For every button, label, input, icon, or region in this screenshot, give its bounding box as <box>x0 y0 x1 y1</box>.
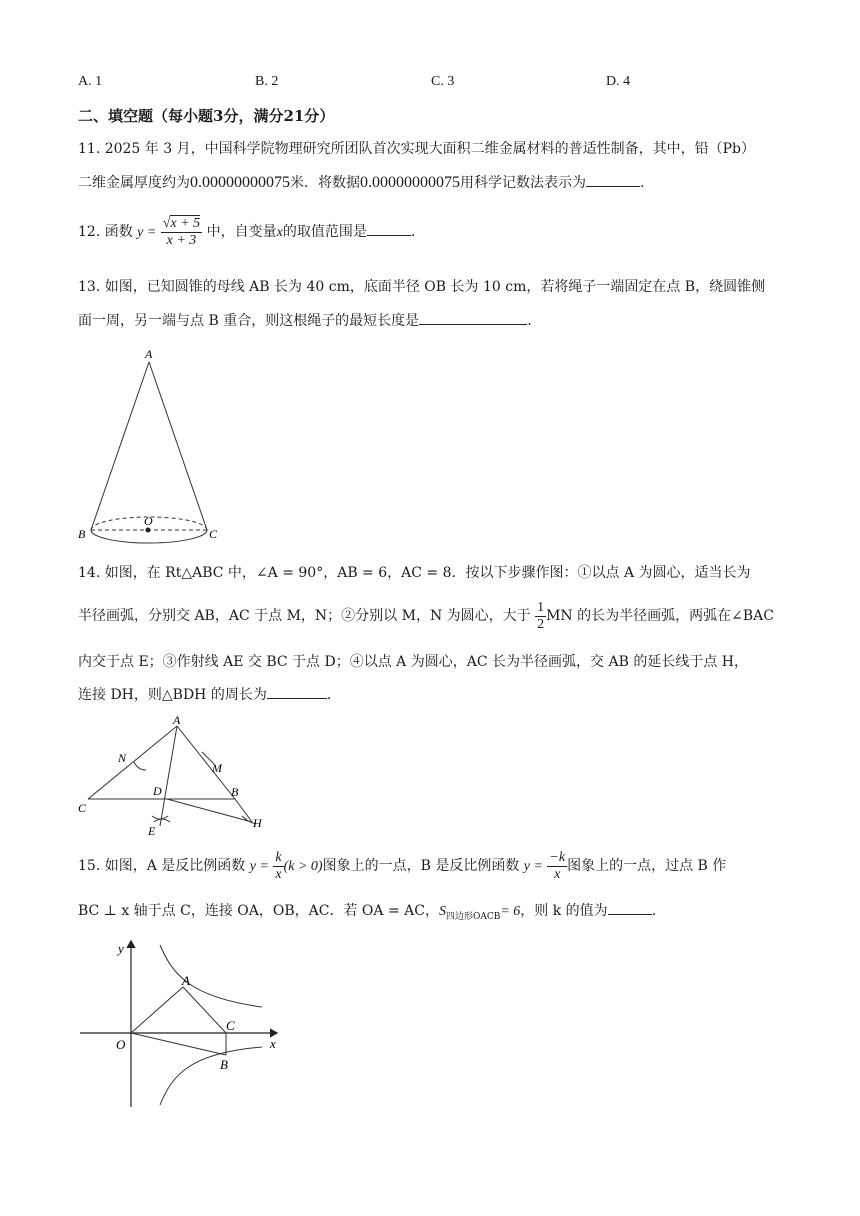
label-d: D <box>153 784 162 798</box>
label-y: y <box>118 941 124 956</box>
q15-s-val: = 6 <box>500 904 521 919</box>
q15-line2-b: ，则 k 的值为 <box>520 903 608 919</box>
cone-edge-ac <box>149 362 207 530</box>
ray-ae <box>160 726 177 826</box>
q11-number-1: 0.00000000075 <box>190 174 290 191</box>
q11-line1: 11. 2025 年 3 月，中国科学院物理研究所团队首次实现大面积二维金属材料的普适性制备，其中，铅（Pb） <box>78 141 755 157</box>
option-a: A. 1 <box>78 74 103 89</box>
point-o <box>146 528 151 533</box>
arc-e1 <box>152 816 168 819</box>
triangle-figure <box>72 712 272 842</box>
option-c: C. 3 <box>431 74 455 89</box>
seg-ac <box>183 987 226 1033</box>
section-heading: 二、填空题（每小题3分，满分21分） <box>78 107 335 125</box>
q14-line3: 内交于点 E；③作射线 AE 交 BC 于点 D；④以点 A 为圆心，AC 长为半径画弧，交 AB 的延长线于点 H， <box>78 654 748 670</box>
q12-y-eq: y = <box>137 225 157 240</box>
q14-line2-b: MN 的长为半径画弧，两弧在∠BAC <box>546 608 774 624</box>
seg-dh <box>167 799 252 822</box>
label-h: H <box>253 816 262 830</box>
label-n: N <box>118 751 127 765</box>
label-m: M <box>212 761 222 775</box>
q15-f2-fraction <box>547 850 567 883</box>
label-a: A <box>145 347 153 361</box>
label-c: C <box>78 801 87 815</box>
q12-answer-blank[interactable] <box>367 221 411 236</box>
q15-f1-den: x <box>275 866 282 882</box>
q13-end: . <box>527 313 532 329</box>
label-x: x <box>270 1036 276 1051</box>
q12-numerator: √x + 5 <box>162 215 201 231</box>
q14-line4-text: 连接 DH，则△BDH 的周长为 <box>78 687 267 703</box>
q15-f1-eq: y = <box>249 859 269 874</box>
q14-answer-blank[interactable] <box>267 684 327 699</box>
arc-e2 <box>154 819 170 822</box>
q13-line2 <box>78 310 532 331</box>
label-b: B <box>78 527 86 541</box>
label-e: E <box>148 824 156 838</box>
q14-line2 <box>78 598 774 634</box>
q12-end: . <box>410 224 416 240</box>
q11-line2 <box>78 172 644 193</box>
q14-half-num: 1 <box>537 599 545 615</box>
coordinate-figure <box>72 935 292 1115</box>
seg-ab <box>177 726 235 799</box>
seg-ac <box>88 726 177 799</box>
curve-positive-k <box>160 945 262 1007</box>
q15-end: . <box>651 903 657 919</box>
q15-s-label: S <box>438 904 446 919</box>
q11-answer-blank[interactable] <box>586 172 640 187</box>
q11-number-2: 0.00000000075 <box>360 174 460 191</box>
option-d: D. 4 <box>606 74 631 89</box>
q12-line <box>78 214 415 251</box>
q12-text-a: 中，自变量 <box>206 224 277 240</box>
label-a: A <box>173 713 181 727</box>
q15-line1-a: 15. 如图，A 是反比例函数 <box>78 858 246 874</box>
curve-negative-k <box>160 1047 262 1105</box>
q15-f1-cond: (k > 0) <box>283 859 323 874</box>
q14-end: . <box>326 687 332 703</box>
q14-half-den: 2 <box>537 616 545 632</box>
q12-text-b: 的取值范围是 <box>282 224 367 240</box>
q15-s-sub: 四边形OACB <box>445 911 501 922</box>
q14-line1: 14. 如图，在 Rt△ABC 中，∠A = 90°，AB = 6，AC = 8．按以下步骤作图：①以点 A 为圆心，适当长为 <box>78 565 751 581</box>
q15-line2-a: BC ⊥ x 轴于点 C，连接 OA，OB，AC．若 OA = AC， <box>78 903 439 919</box>
q11-text-a: 二维金属厚度约为 <box>78 175 190 191</box>
q14-line4 <box>78 684 331 705</box>
cone-edge-ab <box>91 362 149 530</box>
q15-line1-c: 图象上的一点，过点 B 作 <box>567 858 727 874</box>
q15-f1-fraction <box>273 850 283 883</box>
q13-line2-text: 面一周，另一端与点 B 重合，则这根绳子的最短长度是 <box>78 313 420 329</box>
option-b: B. 2 <box>255 74 279 89</box>
q11-text-b: 米．将数据 <box>290 175 360 191</box>
arc-n <box>134 762 146 770</box>
label-o: O <box>144 514 153 528</box>
q13-line1: 13. 如图，已知圆锥的母线 AB 长为 40 cm，底面半径 OB 长为 10 cm，若将绳子一端固定在点 B，绕圆锥侧 <box>78 279 766 295</box>
label-c: C <box>209 527 218 541</box>
label-o: O <box>116 1037 126 1052</box>
label-a: A <box>182 973 190 988</box>
q15-line1-b: 图象上的一点，B 是反比例函数 <box>322 858 520 874</box>
q15-answer-blank[interactable] <box>608 900 652 915</box>
q15-f2-den: x <box>554 866 561 882</box>
seg-oa <box>131 987 183 1033</box>
q11-end: . <box>640 175 645 191</box>
q12-label: 12. 函数 <box>78 224 133 240</box>
q12-fraction <box>161 216 202 249</box>
q12-denominator: x + 3 <box>166 232 197 248</box>
q15-f2-eq: y = <box>523 859 543 874</box>
label-b: B <box>231 785 239 799</box>
q15-f2-num: −k <box>549 849 566 865</box>
q12-var: x <box>276 225 283 240</box>
q11-text-c: 用科学记数法表示为 <box>460 175 586 191</box>
q14-half-fraction <box>535 600 546 633</box>
q13-answer-blank[interactable] <box>419 310 527 325</box>
q15-f1-num: k <box>275 849 282 865</box>
label-c: C <box>226 1018 235 1033</box>
seg-ob <box>131 1033 226 1055</box>
q15-line2 <box>78 900 656 927</box>
q15-line1 <box>78 846 726 887</box>
label-b: B <box>220 1057 228 1072</box>
q14-line2-a: 半径画弧，分别交 AB，AC 于点 M，N；②分别以 M，N 为圆心，大于 <box>78 608 531 624</box>
cone-figure <box>70 340 230 550</box>
